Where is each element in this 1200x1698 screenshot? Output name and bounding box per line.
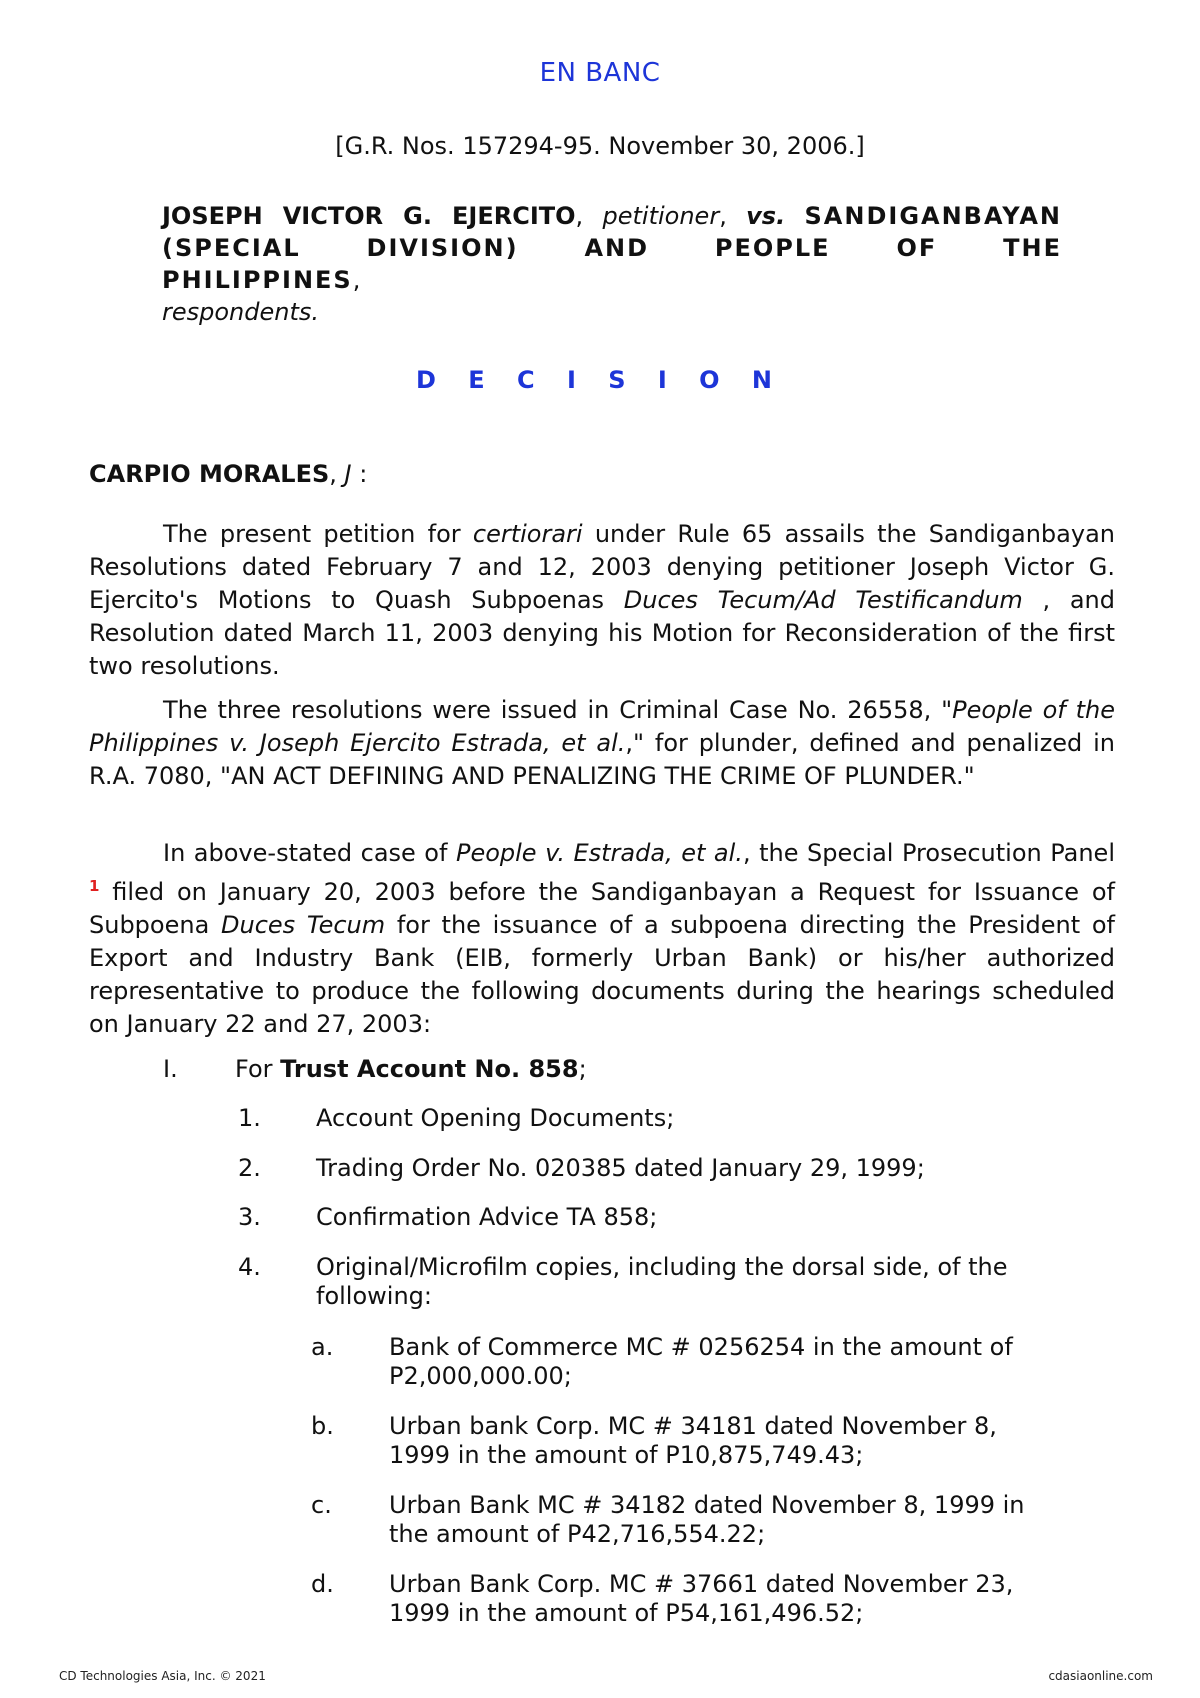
case-number: [G.R. Nos. 157294-95. November 30, 2006.]	[335, 132, 865, 160]
list-text	[235, 1055, 587, 1084]
list-marker: 4.	[238, 1253, 261, 1281]
list-text	[316, 1253, 1008, 1311]
p1-text-a: The present petition for	[163, 520, 473, 548]
footnote-link[interactable]: 1	[89, 877, 100, 895]
list-text	[389, 1412, 997, 1470]
paragraph-2	[89, 694, 1115, 793]
footer-copyright: CD Technologies Asia, Inc. © 2021	[59, 1669, 266, 1683]
list-text-line: Original/Microfilm copies, including the dorsal side, of the	[316, 1253, 1008, 1281]
petitioner-role: petitioner	[602, 202, 720, 230]
list-text-line: 1999 in the amount of P10,875,749.43;	[389, 1441, 864, 1469]
ponente: CARPIO MORALES, J :	[89, 460, 368, 488]
versus: vs.	[746, 202, 786, 230]
paragraph-1	[89, 518, 1115, 683]
list-marker: c.	[311, 1491, 332, 1519]
list-marker: I.	[163, 1055, 178, 1083]
list-text	[389, 1570, 1013, 1628]
case-parties: JOSEPH VICTOR G. EJERCITO, petitioner, vs. SANDIGANBAYAN (SPECIAL DIVISION) AND PEOPLE OF THE PHILIPPINES, respondents.	[162, 202, 1062, 326]
paragraph-3	[89, 837, 1115, 1041]
respondent-parties: (SPECIAL DIVISION) AND PEOPLE OF THE PHILIPPINES	[162, 234, 1062, 294]
p1-text-italic-1: certiorari	[472, 520, 583, 548]
list-text	[389, 1333, 1013, 1391]
list-text-line: following:	[316, 1282, 432, 1310]
section-account: Trust Account No. 858	[280, 1055, 579, 1083]
p3-text-d: filed on January 20, 2003 before the Sandiganbayan a Request for Issuance of Subpoena	[89, 878, 1115, 939]
ponente-title: J	[344, 460, 352, 488]
list-text-line: Urban Bank MC # 34182 dated November 8, 1999 in	[389, 1491, 1025, 1519]
section-suffix: ;	[578, 1055, 587, 1083]
list-text-line: Bank of Commerce MC # 0256254 in the amount of	[389, 1333, 1013, 1361]
list-text-line: Urban bank Corp. MC # 34181 dated November 8,	[389, 1412, 997, 1440]
list-text-line: Urban Bank Corp. MC # 37661 dated November 23,	[389, 1570, 1014, 1598]
p2-text-italic: People of the Philippines v. Joseph Ejercito Estrada, et al.	[89, 696, 1115, 757]
p3-text-italic-2: Duces Tecum	[221, 911, 386, 939]
list-marker: 2.	[238, 1154, 261, 1182]
list-marker: b.	[311, 1412, 334, 1440]
list-text: Trading Order No. 020385 dated January 29, 1999;	[316, 1154, 925, 1182]
list-text-line: 1999 in the amount of P54,161,496.52;	[389, 1599, 864, 1627]
p1-text-e: , and Resolution dated March 11, 2003 denying his Motion for Reconsideration of the first two resolutions.	[89, 586, 1115, 680]
footer-site-link[interactable]: cdasiaonline.com	[1048, 1669, 1153, 1683]
list-marker: a.	[311, 1333, 334, 1361]
list-text: Account Opening Documents;	[316, 1104, 675, 1132]
p2-text-c: ," for plunder, defined and penalized in R.A. 7080, "AN ACT DEFINING AND PENALIZING THE CRIME OF PLUNDER."	[89, 729, 1115, 790]
p2-text-a: The three resolutions were issued in Criminal Case No. 26558, "	[163, 696, 953, 724]
petitioner-name: JOSEPH VICTOR G. EJERCITO	[162, 202, 576, 230]
list-marker: d.	[311, 1570, 334, 1598]
section-prefix: For	[235, 1055, 281, 1083]
respondent-court: SANDIGANBAYAN	[804, 202, 1062, 230]
p3-text-a: In above-stated case of	[163, 839, 456, 867]
p3-text-italic-1: People v. Estrada, et al.	[455, 839, 743, 867]
list-text-line: P2,000,000.00;	[389, 1362, 572, 1390]
decision-title: D E C I S I O N	[415, 366, 785, 394]
respondent-role: respondents.	[162, 298, 320, 326]
list-text-line: the amount of P42,716,554.22;	[389, 1520, 766, 1548]
list-marker: 3.	[238, 1203, 261, 1231]
p1-text-italic-2: Duces Tecum/Ad Testificandum	[623, 586, 1023, 614]
p1-text-c: under Rule 65 assails the Sandiganbayan Resolutions dated February 7 and 12, 2003 denying petitioner Joseph Victor G. Ejercito's Motions to Quash Subpoenas	[89, 520, 1115, 614]
list-text: Confirmation Advice TA 858;	[316, 1203, 658, 1231]
court-division: EN BANC	[539, 58, 661, 88]
p3-text-f: for the issuance of a subpoena directing the President of Export and Industry Bank (EIB, formerly Urban Bank) or his/her authorized representative to produce the following documents during the hearings scheduled on January 22 and 27, 2003:	[89, 911, 1115, 1038]
list-text	[389, 1491, 1025, 1549]
p3-text-c: , the Special Prosecution Panel	[742, 839, 1115, 867]
ponente-name: CARPIO MORALES	[89, 460, 330, 488]
list-marker: 1.	[238, 1104, 261, 1132]
